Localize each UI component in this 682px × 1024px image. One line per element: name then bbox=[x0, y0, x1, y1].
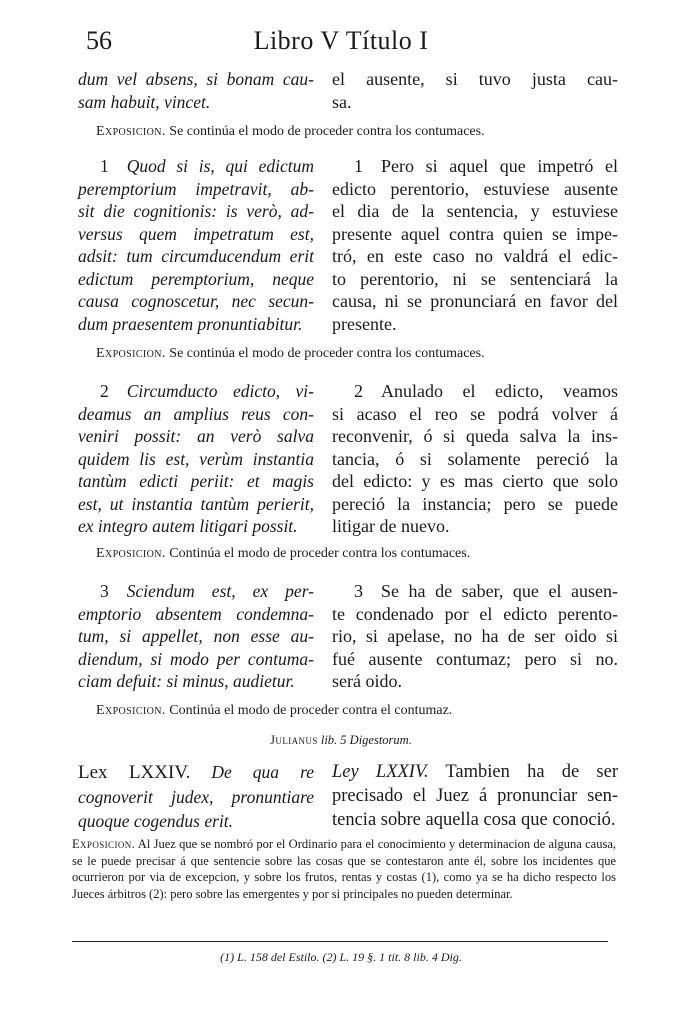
spanish-line: sa. bbox=[332, 91, 352, 112]
lex-title: Lex LXXIV. bbox=[78, 762, 191, 783]
paragraph-number: 2 bbox=[100, 381, 109, 401]
spanish-line: Ley LXXIV. Tambien ha de ser bbox=[332, 762, 618, 782]
latin-line: versus quem impetratum est, bbox=[78, 223, 314, 244]
latin-line: sam habuit, vincet. bbox=[78, 91, 211, 112]
latin-line: est, ut instantia tantùm perierit, bbox=[78, 493, 314, 514]
spanish-column bbox=[332, 380, 618, 538]
spanish-line: edicto perentorio, estuviese ausente bbox=[332, 178, 618, 199]
source-citation bbox=[0, 733, 682, 748]
source-work: lib. 5 Digestorum. bbox=[320, 733, 412, 747]
source-author: Julianus bbox=[270, 733, 318, 747]
page-number: 56 bbox=[86, 26, 112, 55]
latin-line: quidem lis est, verùm instantia bbox=[78, 448, 314, 469]
latin-line: 1 Quod si is, qui edictum bbox=[100, 156, 314, 176]
exposition-label: Exposicion. bbox=[96, 124, 166, 139]
latin-line: causa cognoscetur, nec secun- bbox=[78, 291, 314, 311]
spanish-line: será oido. bbox=[332, 671, 402, 691]
spanish-column bbox=[332, 760, 618, 832]
latin-line: diendum, si modo per contuma- bbox=[78, 648, 314, 669]
latin-column bbox=[78, 155, 314, 335]
spanish-line: reconvenir, ó si queda salva la ins- bbox=[332, 426, 618, 446]
exposition-note bbox=[72, 836, 616, 902]
latin-line: sit die cognitionis: is verò, ad- bbox=[78, 201, 314, 221]
exposition-label: Exposicion. bbox=[96, 703, 166, 718]
spanish-column bbox=[332, 580, 618, 693]
latin-line: cognoverit judex, pronuntiare bbox=[78, 787, 314, 807]
exposition-line bbox=[96, 124, 596, 140]
latin-line: ex integro autem litigari possit. bbox=[78, 516, 298, 536]
latin-line: dum praesentem pronuntiabitur. bbox=[78, 313, 303, 334]
spanish-line: precisado el Juez á pronunciar sen- bbox=[332, 786, 618, 806]
ley-title: Ley LXXIV. bbox=[332, 762, 429, 782]
spanish-column bbox=[332, 155, 618, 335]
latin-line: 2 Circumducto edicto, vi- bbox=[100, 381, 314, 401]
exposition-label: Exposicion. bbox=[96, 546, 166, 561]
running-title: Libro V Título I bbox=[253, 26, 429, 55]
latin-line: emptorio absentem condemna- bbox=[78, 603, 314, 624]
exposition-text: Se continúa el modo de proceder contra los contumaces. bbox=[169, 346, 485, 361]
paragraph-number: 3 bbox=[354, 581, 363, 601]
exposition-text: Se continúa el modo de proceder contra los contumaces. bbox=[169, 124, 485, 139]
spanish-line: causa, ni se pronunciará en favor del bbox=[332, 291, 618, 311]
latin-line: dum vel absens, si bonam cau- bbox=[78, 69, 314, 89]
paragraph-number: 1 bbox=[100, 156, 109, 176]
spanish-line: litigar de nuevo. bbox=[332, 516, 450, 536]
latin-line: adsit: tum circumducendum erit bbox=[78, 246, 314, 266]
spanish-line: 3 Se ha de saber, que el ausen- bbox=[354, 581, 618, 601]
latin-line: ciam defuit: si minus, audietur. bbox=[78, 671, 295, 691]
spanish-column bbox=[332, 68, 618, 113]
paragraph-number: 1 bbox=[354, 156, 363, 176]
page-header bbox=[0, 26, 682, 62]
latin-line: veniri possit: an verò salva bbox=[78, 426, 314, 446]
latin-column bbox=[78, 760, 314, 833]
exposition-line bbox=[96, 346, 596, 362]
spanish-line: presente. bbox=[332, 313, 397, 334]
spanish-line: el ausente, si tuvo justa cau- bbox=[332, 69, 618, 89]
exposition-line bbox=[96, 703, 596, 719]
spanish-line: tancia, ó si solamente pereció la bbox=[332, 448, 618, 469]
footnote: (1) L. 158 del Estilo. (2) L. 19 §. 1 tit. 8 lib. 4 Dig. bbox=[220, 950, 462, 964]
latin-line: tantùm edicti periit: et magis bbox=[78, 471, 314, 491]
latin-line: 3 Sciendum est, ex per- bbox=[100, 581, 314, 601]
latin-line: tum, si appellet, non esse au- bbox=[78, 626, 314, 646]
footnote-rule bbox=[72, 941, 608, 942]
latin-line: quoque cogendus erit. bbox=[78, 811, 234, 831]
spanish-line: tencia sobre aquella cosa que conoció. bbox=[332, 810, 616, 830]
spanish-line: rio, si apelase, no ha de ser oido si bbox=[332, 626, 618, 646]
latin-column bbox=[78, 68, 314, 113]
spanish-line: el dia de la sentencia, y estuviese bbox=[332, 201, 618, 221]
exposition-note-text: Al Juez que se nombró por el Ordinario para el conocimiento y determinacion de alguna causa, se le puede precisar á que sentencie sobre las cosas que se contestaron ante él, sobre los incidentes que ocurrieron por via de excepcion, y sobre los frutos, rentas y costas (1), como ya se ha dicho respecto los Jueces árbitros (2): pero sobre las emergentes y por si principales no pueden determinar. bbox=[72, 837, 617, 901]
paragraph-number: 3 bbox=[100, 581, 109, 601]
latin-line: deamus an amplius reus con- bbox=[78, 403, 314, 424]
latin-column bbox=[78, 380, 314, 538]
latin-line: edictum peremptorium, neque bbox=[78, 268, 314, 289]
exposition-label: Exposicion. bbox=[72, 837, 136, 851]
spanish-line: 1 Pero si aquel que impetró el bbox=[354, 156, 618, 176]
spanish-line: fué ausente contumaz; pero si no. bbox=[332, 648, 618, 669]
exposition-text: Continúa el modo de proceder contra los contumaces. bbox=[169, 546, 471, 561]
spanish-line: presente aquel contra quien se impe- bbox=[332, 223, 618, 244]
exposition-line bbox=[96, 546, 596, 562]
spanish-line: si acaso el reo se podrá volver á bbox=[332, 403, 618, 424]
paragraph-number: 2 bbox=[354, 381, 363, 401]
exposition-text: Continúa el modo de proceder contra el contumaz. bbox=[169, 703, 453, 718]
latin-line: Lex LXXIV. De qua re bbox=[78, 762, 315, 783]
spanish-line: tró, en este caso no valdrá el edic- bbox=[332, 246, 618, 266]
spanish-line: 2 Anulado el edicto, veamos bbox=[354, 381, 618, 401]
latin-column bbox=[78, 580, 314, 693]
exposition-label: Exposicion. bbox=[96, 346, 166, 361]
spanish-line: pereció la instancia; pero se puede bbox=[332, 493, 618, 514]
spanish-line: te condenado por el edicto perento- bbox=[332, 603, 618, 624]
spanish-line: to perentorio, ni se sentenciará la bbox=[332, 268, 618, 289]
latin-line: peremptorium impetravit, ab- bbox=[78, 178, 314, 199]
spanish-line: del edicto: y es mas cierto que solo bbox=[332, 471, 618, 491]
